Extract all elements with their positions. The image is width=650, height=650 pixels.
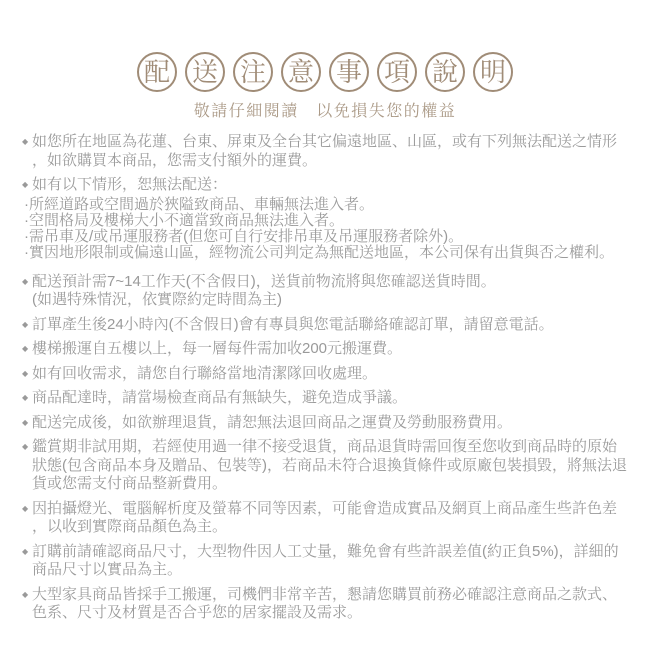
title-circle-char-0: 配 xyxy=(137,52,177,92)
notice-line: 狀態(包含商品本身及贈品、包裝等)，若商品未符合退換貨條件或原廠包裝損毀，將無法退 xyxy=(32,456,627,474)
notice-line: 如您所在地區為花蓮、台東、屏東及全台其它偏遠地區、山區，或有下列無法配送之情形 xyxy=(32,133,618,150)
notice-item xyxy=(22,500,634,537)
notice-item-text xyxy=(32,365,377,384)
notice-item-text xyxy=(32,389,407,408)
notice-item xyxy=(22,316,634,335)
notice-sublist xyxy=(24,197,614,261)
notice-subtitle: 敬請仔細閱讀 以免損失您的權益 xyxy=(193,103,457,120)
notice-subline: ·空間格局及樓梯大小不適當致商品無法進入者。 xyxy=(24,211,344,229)
bullet-diamond-icon: ◆ xyxy=(22,589,29,599)
notice-item xyxy=(22,176,634,267)
notice-subline: ·需吊車及/或吊運服務者(但您可自行安排吊車及吊運服務者除外)。 xyxy=(24,227,464,245)
title-circle-char-1: 送 xyxy=(185,52,225,92)
bullet-diamond-icon: ◆ xyxy=(22,276,29,286)
notice-line: 如有回收需求，請您自行聯絡當地清潔隊回收處理。 xyxy=(32,364,378,382)
notice-item-text xyxy=(32,133,617,170)
title-circles xyxy=(0,52,650,92)
notice-line: 配送完成後，如欲辦理退貨，請恕無法退回商品之運費及勞動服務費用。 xyxy=(32,413,513,431)
notice-item xyxy=(22,543,634,580)
bullet-diamond-icon: ◆ xyxy=(22,546,29,556)
notice-line: ，如欲購買本商品，您需支付額外的運費。 xyxy=(32,151,318,169)
notice-item-text xyxy=(32,316,554,335)
notice-line: (如遇特殊情況，依實際約定時間為主) xyxy=(32,291,282,308)
notice-line: 如有以下情形，恕無法配送： xyxy=(32,176,228,193)
notice-item-text xyxy=(32,543,619,580)
notice-item xyxy=(22,389,634,408)
notice-item-text xyxy=(32,273,496,310)
title-circle-char-3: 意 xyxy=(281,52,321,92)
notice-line: 商品配達時，請當場檢查商品有無缺失，避免造成爭議。 xyxy=(32,389,408,406)
notice-item-text xyxy=(32,414,512,433)
notice-line: 商品尺寸以實品為主。 xyxy=(32,561,183,578)
notice-line: 訂購前請確認商品尺寸，大型物件因人工丈量，難免會有些許誤差值(約正負5%)，詳細的 xyxy=(32,542,619,560)
notice-item-text xyxy=(32,500,617,537)
notice-item-text xyxy=(32,340,402,359)
notice-subline: ·所經道路或空間過於狹隘致商品、車輛無法進入者。 xyxy=(24,195,374,213)
notice-item-text xyxy=(32,438,627,494)
bullet-diamond-icon: ◆ xyxy=(22,442,29,451)
notice-item-text xyxy=(24,176,614,267)
notice-item xyxy=(22,365,634,384)
notice-item xyxy=(22,273,634,310)
notice-line: 配送預計需7~14工作天(不含假日)，送貨前物流將與您確認送貨時間。 xyxy=(32,272,496,290)
title-circle-char-6: 說 xyxy=(425,52,465,92)
notice-item xyxy=(22,340,634,359)
title-circle-char-7: 明 xyxy=(473,52,513,92)
notice-line: 色系、尺寸及材質是否合乎您的居家擺設及需求。 xyxy=(32,604,363,621)
bullet-diamond-icon: ◆ xyxy=(22,344,29,353)
bullet-diamond-icon: ◆ xyxy=(22,180,29,189)
title-circle-char-5: 項 xyxy=(377,52,417,92)
notice-item-text xyxy=(32,586,617,623)
notice-line: 大型家具商品皆採手工搬運，司機們非常辛苦，懇請您購買前務必確認注意商品之款式、 xyxy=(32,585,618,603)
bullet-diamond-icon: ◆ xyxy=(22,503,29,513)
notice-line: 訂單產生後24小時內(不含假日)會有專員與您電話聯絡確認訂單，請留意電話。 xyxy=(32,315,554,333)
notice-item xyxy=(22,586,634,623)
notice-line: 貨或您需支付商品整新費用。 xyxy=(32,475,228,492)
notice-line: 樓梯搬運自五樓以上，每一層每件需加收200元搬運費。 xyxy=(32,340,403,357)
notice-item xyxy=(22,133,634,170)
bullet-diamond-icon: ◆ xyxy=(22,319,29,329)
notice-line: 因拍攝燈光、電腦解析度及螢幕不同等因素，可能會造成實品及網頁上商品產生些許色差 xyxy=(32,499,618,517)
notice-body xyxy=(0,133,650,623)
bullet-diamond-icon: ◆ xyxy=(22,417,29,427)
notice-item xyxy=(22,414,634,433)
notice-line: ，以收到實際商品顏色為主。 xyxy=(32,518,228,535)
notice-subline: ·實因地形限制或偏遠山區，經物流公司判定為無配送地區，本公司保有出貨與否之權利。 xyxy=(24,243,614,261)
notice-item xyxy=(22,438,634,494)
notice-line: 鑑賞期非試用期，若經使用過一律不接受退貨，商品退貨時需回復至您收到商品時的原始 xyxy=(32,438,618,455)
bullet-diamond-icon: ◆ xyxy=(22,368,29,378)
bullet-diamond-icon: ◆ xyxy=(22,393,29,402)
title-circle-char-4: 事 xyxy=(329,52,369,92)
title-circle-char-2: 注 xyxy=(233,52,273,92)
notice-header xyxy=(0,0,650,121)
bullet-diamond-icon: ◆ xyxy=(22,137,29,146)
